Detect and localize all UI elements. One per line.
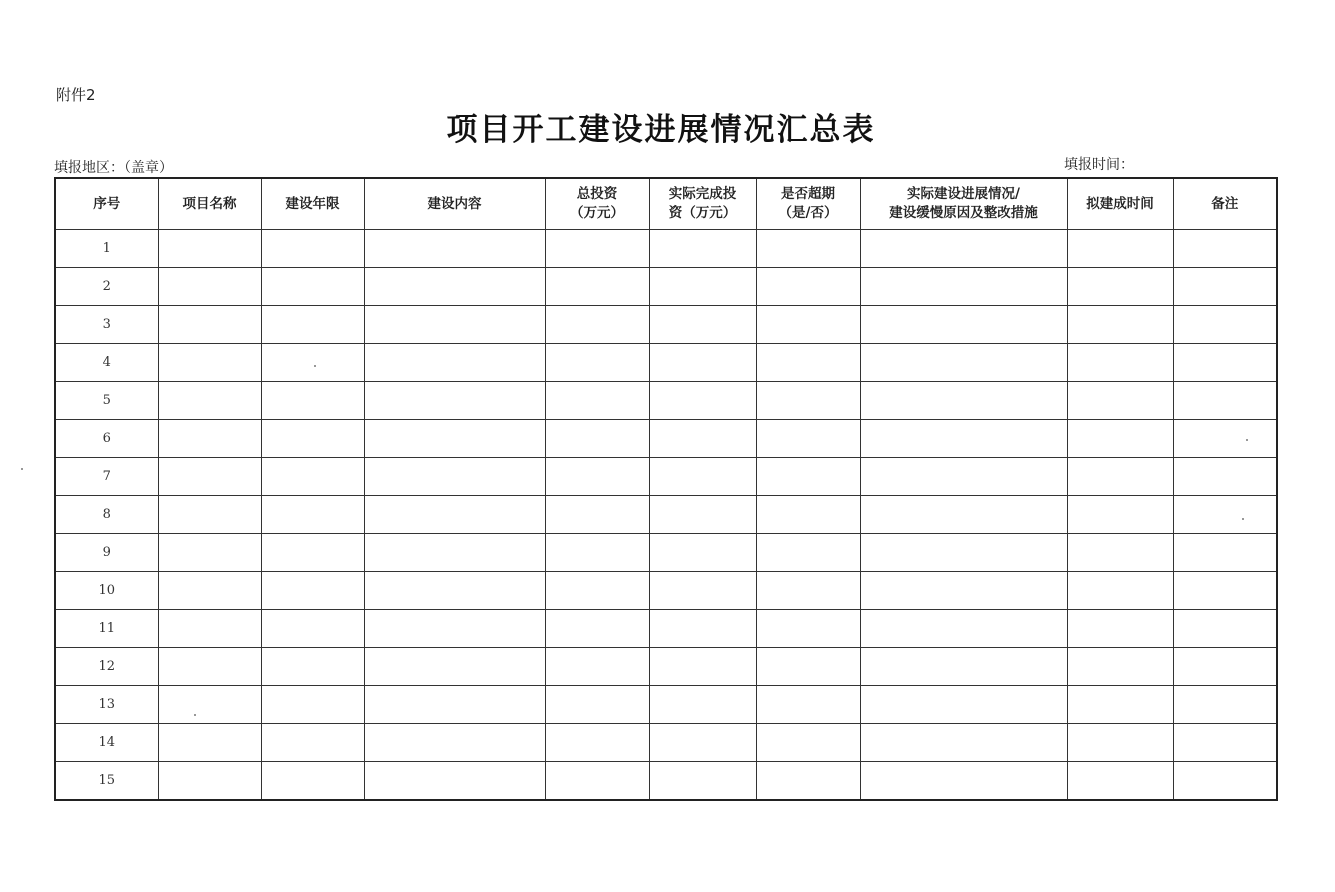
table-cell <box>261 268 364 306</box>
table-cell <box>545 610 649 648</box>
table-cell <box>1067 420 1173 458</box>
scan-speck <box>1242 518 1244 520</box>
table-row <box>55 382 1277 420</box>
table-cell <box>860 534 1067 572</box>
header-text: 备注 <box>1211 195 1239 212</box>
header-remarks <box>1173 178 1277 230</box>
table-cell <box>756 458 860 496</box>
table-cell <box>1173 572 1277 610</box>
table-cell <box>1067 724 1173 762</box>
table-cell <box>1173 762 1277 801</box>
table-cell <box>158 268 261 306</box>
table-cell <box>1173 496 1277 534</box>
table-cell <box>364 762 545 801</box>
header-total-investment <box>545 178 649 230</box>
header-text: （是/否） <box>778 205 838 221</box>
table-cell <box>545 648 649 686</box>
table-cell <box>649 686 756 724</box>
table-cell <box>364 610 545 648</box>
table-row <box>55 534 1277 572</box>
table-cell <box>1067 458 1173 496</box>
header-progress-status <box>860 178 1067 230</box>
row-serial-number: 11 <box>55 610 158 648</box>
table-cell <box>364 344 545 382</box>
table-cell <box>545 762 649 801</box>
table-cell <box>1173 268 1277 306</box>
table-cell <box>649 496 756 534</box>
row-serial-number: 6 <box>55 420 158 458</box>
row-serial-number: 10 <box>55 572 158 610</box>
table-cell <box>860 610 1067 648</box>
table-cell <box>261 762 364 801</box>
row-serial-number: 13 <box>55 686 158 724</box>
header-text: 是否超期 <box>781 186 835 202</box>
table-cell <box>1173 458 1277 496</box>
table-cell <box>364 534 545 572</box>
table-cell <box>1067 382 1173 420</box>
table-cell <box>860 496 1067 534</box>
table-cell <box>860 458 1067 496</box>
header-text: 实际完成投 <box>668 186 737 202</box>
table-cell <box>158 724 261 762</box>
header-text: 实际建设进展情况/ <box>907 186 1020 202</box>
table-cell <box>261 610 364 648</box>
table-cell <box>158 458 261 496</box>
table-row <box>55 724 1277 762</box>
row-serial-number: 2 <box>55 268 158 306</box>
table-row <box>55 686 1277 724</box>
table-cell <box>545 268 649 306</box>
table-cell <box>860 686 1067 724</box>
table-cell <box>1067 268 1173 306</box>
header-project-name <box>158 178 261 230</box>
table-row <box>55 572 1277 610</box>
table-cell <box>261 648 364 686</box>
table-cell <box>1173 724 1277 762</box>
header-text: 项目名称 <box>182 195 237 212</box>
table-cell <box>364 382 545 420</box>
table-cell <box>1067 686 1173 724</box>
table-cell <box>545 458 649 496</box>
table-cell <box>158 648 261 686</box>
fill-time-label: 填报时间： <box>1064 157 1134 173</box>
header-text: 建设缓慢原因及整改措施 <box>889 205 1038 221</box>
table-cell <box>860 382 1067 420</box>
scan-speck <box>21 468 23 470</box>
table-cell <box>545 382 649 420</box>
table-cell <box>261 420 364 458</box>
table-cell <box>756 572 860 610</box>
header-text: 拟建成时间 <box>1086 195 1154 212</box>
table-cell <box>364 686 545 724</box>
header-text: 总投资 <box>576 186 618 202</box>
attachment-label: 附件2 <box>56 86 96 104</box>
table-cell <box>158 534 261 572</box>
table-cell <box>158 230 261 268</box>
table-cell <box>364 458 545 496</box>
table-cell <box>545 534 649 572</box>
table-cell <box>261 344 364 382</box>
table-cell <box>649 420 756 458</box>
header-planned-completion <box>1067 178 1173 230</box>
table-row <box>55 344 1277 382</box>
table-cell <box>261 686 364 724</box>
table-cell <box>545 572 649 610</box>
table-row <box>55 268 1277 306</box>
table-cell <box>1067 344 1173 382</box>
table-cell <box>1173 382 1277 420</box>
table-row <box>55 458 1277 496</box>
table-row <box>55 420 1277 458</box>
table-cell <box>261 230 364 268</box>
table-cell <box>545 724 649 762</box>
table-cell <box>545 344 649 382</box>
header-serial-no <box>55 178 158 230</box>
table-cell <box>158 686 261 724</box>
table-cell <box>756 230 860 268</box>
table-cell <box>860 344 1067 382</box>
table-cell <box>1067 610 1173 648</box>
table-cell <box>261 382 364 420</box>
row-serial-number: 7 <box>55 458 158 496</box>
table-row <box>55 306 1277 344</box>
header-overdue <box>756 178 860 230</box>
table-row <box>55 610 1277 648</box>
table-cell <box>1173 306 1277 344</box>
table-cell <box>158 572 261 610</box>
table-cell <box>756 496 860 534</box>
table-cell <box>860 572 1067 610</box>
row-serial-number: 3 <box>55 306 158 344</box>
table-cell <box>756 306 860 344</box>
table-cell <box>1173 420 1277 458</box>
row-serial-number: 15 <box>55 762 158 801</box>
table-cell <box>1067 648 1173 686</box>
table-body <box>55 230 1277 801</box>
table-cell <box>649 572 756 610</box>
scan-speck <box>1246 439 1248 441</box>
table-cell <box>860 306 1067 344</box>
table-cell <box>860 724 1067 762</box>
scan-speck <box>314 365 316 367</box>
table-cell <box>364 648 545 686</box>
table-cell <box>545 420 649 458</box>
table-cell <box>756 686 860 724</box>
table-cell <box>649 458 756 496</box>
table-cell <box>756 534 860 572</box>
table-cell <box>756 382 860 420</box>
row-serial-number: 12 <box>55 648 158 686</box>
table-cell <box>364 496 545 534</box>
table-cell <box>860 420 1067 458</box>
header-text: 资（万元） <box>668 205 737 221</box>
document-title: 项目开工建设进展情况汇总表 <box>446 112 876 148</box>
header-text: 建设内容 <box>427 195 482 212</box>
table-cell <box>158 306 261 344</box>
table-row <box>55 230 1277 268</box>
table-cell <box>364 572 545 610</box>
table-cell <box>545 686 649 724</box>
table-cell <box>649 534 756 572</box>
row-serial-number: 5 <box>55 382 158 420</box>
table-cell <box>649 762 756 801</box>
table-cell <box>649 230 756 268</box>
table-cell <box>1067 306 1173 344</box>
table-cell <box>1067 572 1173 610</box>
table-row <box>55 496 1277 534</box>
table-cell <box>545 230 649 268</box>
row-serial-number: 4 <box>55 344 158 382</box>
table-row <box>55 648 1277 686</box>
header-text: （万元） <box>570 205 624 221</box>
row-serial-number: 9 <box>55 534 158 572</box>
table-cell <box>756 724 860 762</box>
table-cell <box>1173 610 1277 648</box>
table-cell <box>1173 230 1277 268</box>
table-cell <box>545 496 649 534</box>
scan-speck <box>194 714 196 716</box>
table-cell <box>860 230 1067 268</box>
table-cell <box>1173 534 1277 572</box>
project-progress-table <box>54 177 1278 801</box>
header-text: 建设年限 <box>285 195 340 212</box>
table-cell <box>649 306 756 344</box>
table-cell <box>261 458 364 496</box>
table-cell <box>261 496 364 534</box>
table-cell <box>1173 686 1277 724</box>
table-row <box>55 762 1277 801</box>
table-cell <box>756 344 860 382</box>
table-cell <box>545 306 649 344</box>
table-cell <box>756 610 860 648</box>
table-header-row <box>55 178 1277 230</box>
table-cell <box>364 306 545 344</box>
row-serial-number: 1 <box>55 230 158 268</box>
header-construction-period <box>261 178 364 230</box>
table-cell <box>1067 496 1173 534</box>
header-construction-content <box>364 178 545 230</box>
table-cell <box>1067 534 1173 572</box>
table-cell <box>1173 344 1277 382</box>
row-serial-number: 14 <box>55 724 158 762</box>
table-cell <box>756 648 860 686</box>
table-cell <box>649 382 756 420</box>
table-cell <box>649 610 756 648</box>
table-cell <box>158 762 261 801</box>
header-actual-investment <box>649 178 756 230</box>
table-cell <box>1067 230 1173 268</box>
row-serial-number: 8 <box>55 496 158 534</box>
table-cell <box>649 724 756 762</box>
table-cell <box>261 534 364 572</box>
table-cell <box>158 610 261 648</box>
table-cell <box>860 268 1067 306</box>
table-cell <box>364 420 545 458</box>
table-cell <box>364 724 545 762</box>
table-cell <box>158 496 261 534</box>
table-cell <box>860 648 1067 686</box>
table-cell <box>261 572 364 610</box>
table-cell <box>860 762 1067 801</box>
table-cell <box>158 382 261 420</box>
table-cell <box>756 762 860 801</box>
table-cell <box>158 344 261 382</box>
table-cell <box>1173 648 1277 686</box>
table-cell <box>158 420 261 458</box>
table-cell <box>364 230 545 268</box>
table-cell <box>364 268 545 306</box>
table-cell <box>261 724 364 762</box>
table-cell <box>1067 762 1173 801</box>
fill-region-label: 填报地区：（盖章） <box>54 160 173 176</box>
table-cell <box>756 268 860 306</box>
header-text: 序号 <box>93 195 121 212</box>
table-cell <box>756 420 860 458</box>
table-cell <box>649 268 756 306</box>
table-cell <box>649 648 756 686</box>
table-cell <box>261 306 364 344</box>
table-cell <box>649 344 756 382</box>
